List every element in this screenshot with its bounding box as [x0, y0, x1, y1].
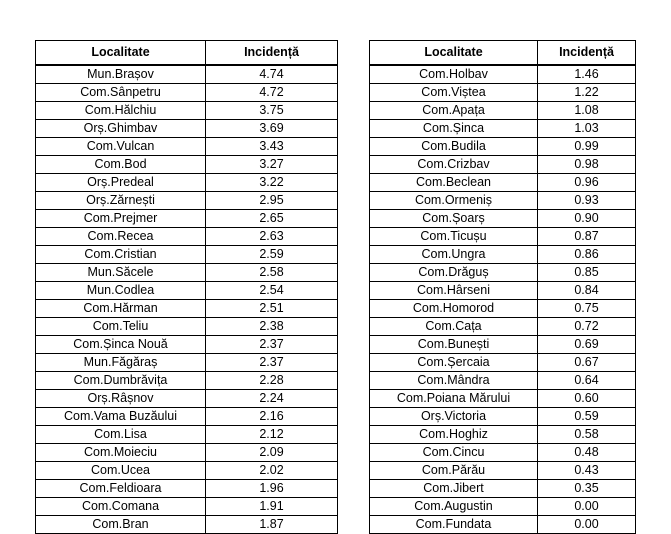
table-row: [370, 498, 636, 516]
cell-incidenta: 0.86: [538, 246, 636, 264]
cell-localitate: Com.Șinca: [370, 120, 538, 138]
cell-incidenta: 0.99: [538, 138, 636, 156]
cell-localitate: Com.Vulcan: [36, 138, 206, 156]
cell-incidenta: 3.27: [206, 156, 338, 174]
table-row: [36, 246, 338, 264]
cell-incidenta: 0.48: [538, 444, 636, 462]
header-incidenta: Incidență: [538, 41, 636, 66]
table-row: [36, 372, 338, 390]
cell-localitate: Com.Prejmer: [36, 210, 206, 228]
table-row: [370, 228, 636, 246]
header-localitate: Localitate: [36, 41, 206, 66]
table-row: [36, 426, 338, 444]
table-header-row: [36, 41, 338, 66]
cell-incidenta: 2.65: [206, 210, 338, 228]
cell-localitate: Com.Augustin: [370, 498, 538, 516]
cell-incidenta: 2.95: [206, 192, 338, 210]
cell-localitate: Com.Sânpetru: [36, 84, 206, 102]
cell-localitate: Com.Teliu: [36, 318, 206, 336]
table-row: [36, 102, 338, 120]
cell-localitate: Com.Dumbrăvița: [36, 372, 206, 390]
cell-localitate: Com.Hărman: [36, 300, 206, 318]
cell-localitate: Com.Crizbav: [370, 156, 538, 174]
cell-incidenta: 0.96: [538, 174, 636, 192]
table-row: [370, 426, 636, 444]
cell-localitate: Com.Bod: [36, 156, 206, 174]
cell-incidenta: 2.28: [206, 372, 338, 390]
cell-localitate: Com.Bran: [36, 516, 206, 534]
table-row: [36, 138, 338, 156]
cell-incidenta: 0.75: [538, 300, 636, 318]
cell-localitate: Mun.Făgăraș: [36, 354, 206, 372]
table-row: [370, 354, 636, 372]
cell-incidenta: 0.69: [538, 336, 636, 354]
cell-localitate: Mun.Codlea: [36, 282, 206, 300]
cell-localitate: Com.Șercaia: [370, 354, 538, 372]
cell-localitate: Com.Poiana Mărului: [370, 390, 538, 408]
cell-incidenta: 1.08: [538, 102, 636, 120]
cell-incidenta: 2.02: [206, 462, 338, 480]
cell-localitate: Com.Lisa: [36, 426, 206, 444]
header-incidenta: Incidență: [206, 41, 338, 66]
cell-localitate: Com.Beclean: [370, 174, 538, 192]
cell-localitate: Orș.Zărnești: [36, 192, 206, 210]
table-row: [370, 120, 636, 138]
cell-localitate: Com.Recea: [36, 228, 206, 246]
table-row: [36, 318, 338, 336]
cell-incidenta: 0.67: [538, 354, 636, 372]
cell-localitate: Com.Hârseni: [370, 282, 538, 300]
cell-incidenta: 1.87: [206, 516, 338, 534]
cell-incidenta: 0.00: [538, 516, 636, 534]
cell-incidenta: 1.46: [538, 65, 636, 84]
cell-incidenta: 3.75: [206, 102, 338, 120]
cell-incidenta: 0.85: [538, 264, 636, 282]
cell-localitate: Com.Părău: [370, 462, 538, 480]
table-row: [36, 444, 338, 462]
table-row: [370, 192, 636, 210]
cell-incidenta: 2.38: [206, 318, 338, 336]
cell-localitate: Mun.Brașov: [36, 65, 206, 84]
cell-incidenta: 3.22: [206, 174, 338, 192]
table-row: [370, 336, 636, 354]
table-row: [36, 336, 338, 354]
cell-incidenta: 0.35: [538, 480, 636, 498]
table-row: [36, 282, 338, 300]
table-row: [370, 84, 636, 102]
table-row: [370, 318, 636, 336]
cell-incidenta: 0.60: [538, 390, 636, 408]
table-row: [36, 174, 338, 192]
table-row: [36, 264, 338, 282]
table-row: [36, 480, 338, 498]
table-row: [36, 390, 338, 408]
table-row: [370, 246, 636, 264]
cell-localitate: Com.Șinca Nouă: [36, 336, 206, 354]
table-row: [370, 516, 636, 534]
cell-incidenta: 0.84: [538, 282, 636, 300]
cell-incidenta: 1.91: [206, 498, 338, 516]
table-row: [370, 480, 636, 498]
cell-localitate: Com.Cața: [370, 318, 538, 336]
table-row: [370, 65, 636, 84]
cell-localitate: Com.Cincu: [370, 444, 538, 462]
table-row: [370, 138, 636, 156]
cell-localitate: Com.Cristian: [36, 246, 206, 264]
cell-localitate: Com.Vama Buzăului: [36, 408, 206, 426]
table-row: [36, 228, 338, 246]
cell-localitate: Com.Hoghiz: [370, 426, 538, 444]
cell-incidenta: 2.37: [206, 354, 338, 372]
table-row: [370, 444, 636, 462]
table-row: [370, 156, 636, 174]
table-row: [36, 192, 338, 210]
cell-localitate: Com.Ormeniș: [370, 192, 538, 210]
cell-incidenta: 0.43: [538, 462, 636, 480]
table-row: [36, 516, 338, 534]
cell-incidenta: 0.00: [538, 498, 636, 516]
table-row: [370, 210, 636, 228]
cell-localitate: Com.Drăguș: [370, 264, 538, 282]
cell-localitate: Com.Ticușu: [370, 228, 538, 246]
table-row: [370, 462, 636, 480]
table-row: [370, 264, 636, 282]
cell-localitate: Com.Feldioara: [36, 480, 206, 498]
incidence-table-right: [369, 40, 636, 534]
table-row: [36, 354, 338, 372]
cell-incidenta: 2.24: [206, 390, 338, 408]
cell-localitate: Com.Fundata: [370, 516, 538, 534]
cell-incidenta: 0.93: [538, 192, 636, 210]
cell-localitate: Mun.Săcele: [36, 264, 206, 282]
cell-localitate: Com.Ungra: [370, 246, 538, 264]
table-row: [370, 102, 636, 120]
cell-localitate: Orș.Râșnov: [36, 390, 206, 408]
cell-localitate: Orș.Predeal: [36, 174, 206, 192]
cell-incidenta: 1.96: [206, 480, 338, 498]
cell-incidenta: 0.59: [538, 408, 636, 426]
table-row: [370, 282, 636, 300]
table-row: [370, 174, 636, 192]
cell-incidenta: 2.51: [206, 300, 338, 318]
cell-incidenta: 2.09: [206, 444, 338, 462]
cell-incidenta: 2.58: [206, 264, 338, 282]
cell-localitate: Com.Comana: [36, 498, 206, 516]
cell-incidenta: 0.90: [538, 210, 636, 228]
cell-localitate: Com.Viștea: [370, 84, 538, 102]
table-row: [36, 408, 338, 426]
cell-incidenta: 2.63: [206, 228, 338, 246]
table-row: [36, 462, 338, 480]
table-row: [36, 210, 338, 228]
cell-incidenta: 4.72: [206, 84, 338, 102]
cell-incidenta: 2.59: [206, 246, 338, 264]
cell-incidenta: 0.58: [538, 426, 636, 444]
cell-incidenta: 3.43: [206, 138, 338, 156]
cell-incidenta: 4.74: [206, 65, 338, 84]
table-row: [36, 156, 338, 174]
table-row: [370, 372, 636, 390]
cell-localitate: Com.Jibert: [370, 480, 538, 498]
table-row: [36, 120, 338, 138]
cell-incidenta: 2.12: [206, 426, 338, 444]
table-row: [36, 84, 338, 102]
cell-incidenta: 1.22: [538, 84, 636, 102]
table-row: [36, 498, 338, 516]
incidence-table-left: [35, 40, 338, 534]
cell-incidenta: 2.54: [206, 282, 338, 300]
cell-localitate: Com.Bunești: [370, 336, 538, 354]
cell-localitate: Com.Homorod: [370, 300, 538, 318]
table-row: [36, 300, 338, 318]
cell-localitate: Com.Mândra: [370, 372, 538, 390]
cell-incidenta: 0.98: [538, 156, 636, 174]
cell-incidenta: 0.72: [538, 318, 636, 336]
cell-localitate: Com.Budila: [370, 138, 538, 156]
cell-incidenta: 0.87: [538, 228, 636, 246]
cell-incidenta: 0.64: [538, 372, 636, 390]
cell-incidenta: 3.69: [206, 120, 338, 138]
cell-localitate: Com.Șoarș: [370, 210, 538, 228]
header-localitate: Localitate: [370, 41, 538, 66]
cell-localitate: Orș.Ghimbav: [36, 120, 206, 138]
cell-localitate: Orș.Victoria: [370, 408, 538, 426]
cell-incidenta: 1.03: [538, 120, 636, 138]
table-row: [370, 408, 636, 426]
cell-localitate: Com.Moieciu: [36, 444, 206, 462]
table-header-row: [370, 41, 636, 66]
cell-incidenta: 2.16: [206, 408, 338, 426]
cell-incidenta: 2.37: [206, 336, 338, 354]
cell-localitate: Com.Holbav: [370, 65, 538, 84]
cell-localitate: Com.Ucea: [36, 462, 206, 480]
table-row: [370, 390, 636, 408]
cell-localitate: Com.Hălchiu: [36, 102, 206, 120]
cell-localitate: Com.Apața: [370, 102, 538, 120]
table-row: [370, 300, 636, 318]
table-row: [36, 65, 338, 84]
